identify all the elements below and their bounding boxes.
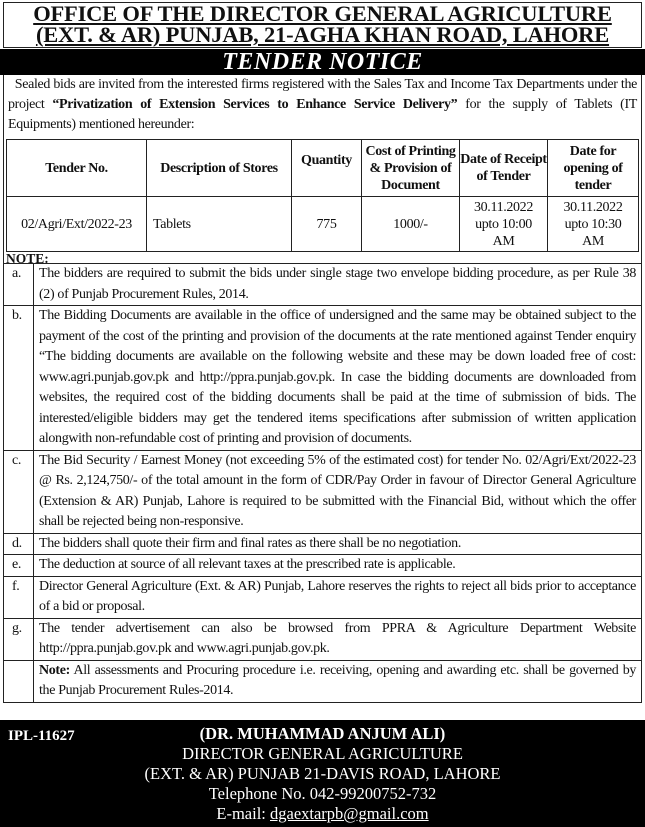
note-heading: NOTE: <box>6 251 49 266</box>
note-row <box>4 450 642 533</box>
signatory-designation: DIRECTOR GENERAL AGRICULTURE <box>182 744 463 763</box>
col-tender-no: Tender No. <box>7 140 147 197</box>
final-note-label: Note: <box>39 662 70 678</box>
note-row <box>4 618 642 660</box>
cell-tender-no: 02/Agri/Ext/2022-23 <box>7 197 147 252</box>
note-label: e. <box>4 555 34 577</box>
email-line <box>0 804 645 824</box>
final-note-text <box>34 660 642 702</box>
cell-opening-date: 30.11.2022 upto 10:30 AM <box>548 197 639 252</box>
header-line-1: OFFICE OF THE DIRECTOR GENERAL AGRICULTURE <box>33 1 612 26</box>
note-row <box>4 555 642 577</box>
signatory-address: (EXT. & AR) PUNJAB 21-DAVIS ROAD, LAHORE <box>144 764 501 783</box>
note-label: g. <box>4 618 34 660</box>
cell-description: Tablets <box>147 197 292 252</box>
col-receipt-date: Date of Receipt of Tender <box>460 140 548 197</box>
note-row <box>4 533 642 555</box>
notice-title: TENDER NOTICE <box>0 49 645 75</box>
col-cost: Cost of Printing & Provision of Document <box>362 140 460 197</box>
cell-receipt-date: 30.11.2022 upto 10:00 AM <box>460 197 548 252</box>
note-text: The Bid Security / Earnest Money (not exceeding 5% of the estimated cost) for tender No. 02/Agri/Ext/2022-23 @ Rs. 2,124,750/- of the total amount in the form of CDR/Pay Order in favour of Director General Agriculture (Extension & AR) Punjab, Lahore is required to be submitted with the Financial Bid, without which the offer shall be rejected being non-responsive. <box>34 450 642 533</box>
col-quantity: Quantity <box>292 140 362 197</box>
note-text: The Bidding Documents are available in the office of undersigned and the same may be obtained subject to the payment of the cost of the printing and provision of the documents at the rate mentioned against Tender enquiry “The bidding documents are available on the following website and these may be down loaded free of cost: www.agri.punjab.gov.pk and http://ppra.punjab.gov.pk. In case the bidding documents are downloaded from websites, the required cost of the bidding documents shall be paid at the time of submission of bids. The interested/eligible bidders may get the tendered items specifications after submission of written application alongwith non-refundable cost of printing and provision of documents. <box>34 306 642 451</box>
project-name: “Privatization of Extension Services to Enhance Service Delivery” <box>52 97 458 112</box>
note-row <box>4 576 642 618</box>
note-label: c. <box>4 450 34 533</box>
signatory-name: (DR. MUHAMMAD ANJUM ALI) <box>199 724 446 743</box>
col-description: Description of Stores <box>147 140 292 197</box>
note-text: The deduction at source of all relevant taxes at the prescribed rate is applicable. <box>34 555 642 577</box>
note-label: b. <box>4 306 34 451</box>
telephone: Telephone No. 042-99200752-732 <box>208 784 437 803</box>
final-note-row <box>4 660 642 702</box>
note-text: The tender advertisement can also be browsed from PPRA & Agriculture Department Website http://ppra.punjab.gov.pk and www.agri.punjab.gov.pk. <box>34 618 642 660</box>
note-label: a. <box>4 264 34 306</box>
note-row <box>4 264 642 306</box>
office-header <box>3 2 642 48</box>
table-row <box>7 197 639 252</box>
footer-signature <box>0 720 645 827</box>
intro-text <box>4 75 641 135</box>
final-note-label-cell <box>4 660 34 702</box>
cell-quantity: 775 <box>292 197 362 252</box>
note-text: The bidders shall quote their firm and final rates as there shall be no negotiation. <box>34 533 642 555</box>
intro-post: for the supply of Tablets (IT Equipments) mentioned hereunder: <box>8 97 638 132</box>
note-row <box>4 306 642 451</box>
col-opening-date: Date for opening of tender <box>548 140 639 197</box>
note-text: The bidders are required to submit the bids under single stage two envelope bidding procedure, as per Rule 38 (2) of Punjab Procurement Rules, 2014. <box>34 264 642 306</box>
intro-pre: Sealed bids are invited from the interested firms registered with the Sales Tax and Income Tax Departments under the project <box>8 77 637 112</box>
email-label: E-mail: <box>216 804 270 823</box>
header-line-2: (EXT. & AR) PUNJAB, 21-AGHA KHAN ROAD, LAHORE <box>35 22 610 47</box>
note-label: f. <box>4 576 34 618</box>
ipl-number: IPL-11627 <box>8 728 75 744</box>
cell-cost: 1000/- <box>362 197 460 252</box>
notes-table <box>3 263 642 703</box>
note-text: Director General Agriculture (Ext. & AR) Punjab, Lahore reserves the rights to reject all bids prior to acceptance of a bid or proposal. <box>34 576 642 618</box>
table-header-row <box>7 140 639 197</box>
tender-table <box>6 139 639 252</box>
email-link[interactable]: dgaextarpb@gmail.com <box>270 804 429 823</box>
note-label: d. <box>4 533 34 555</box>
final-note-body: All assessments and Procuring procedure i.e. receiving, opening and awarding etc. shall be governed by the Punjab Procurement Rules-2014. <box>39 662 636 698</box>
